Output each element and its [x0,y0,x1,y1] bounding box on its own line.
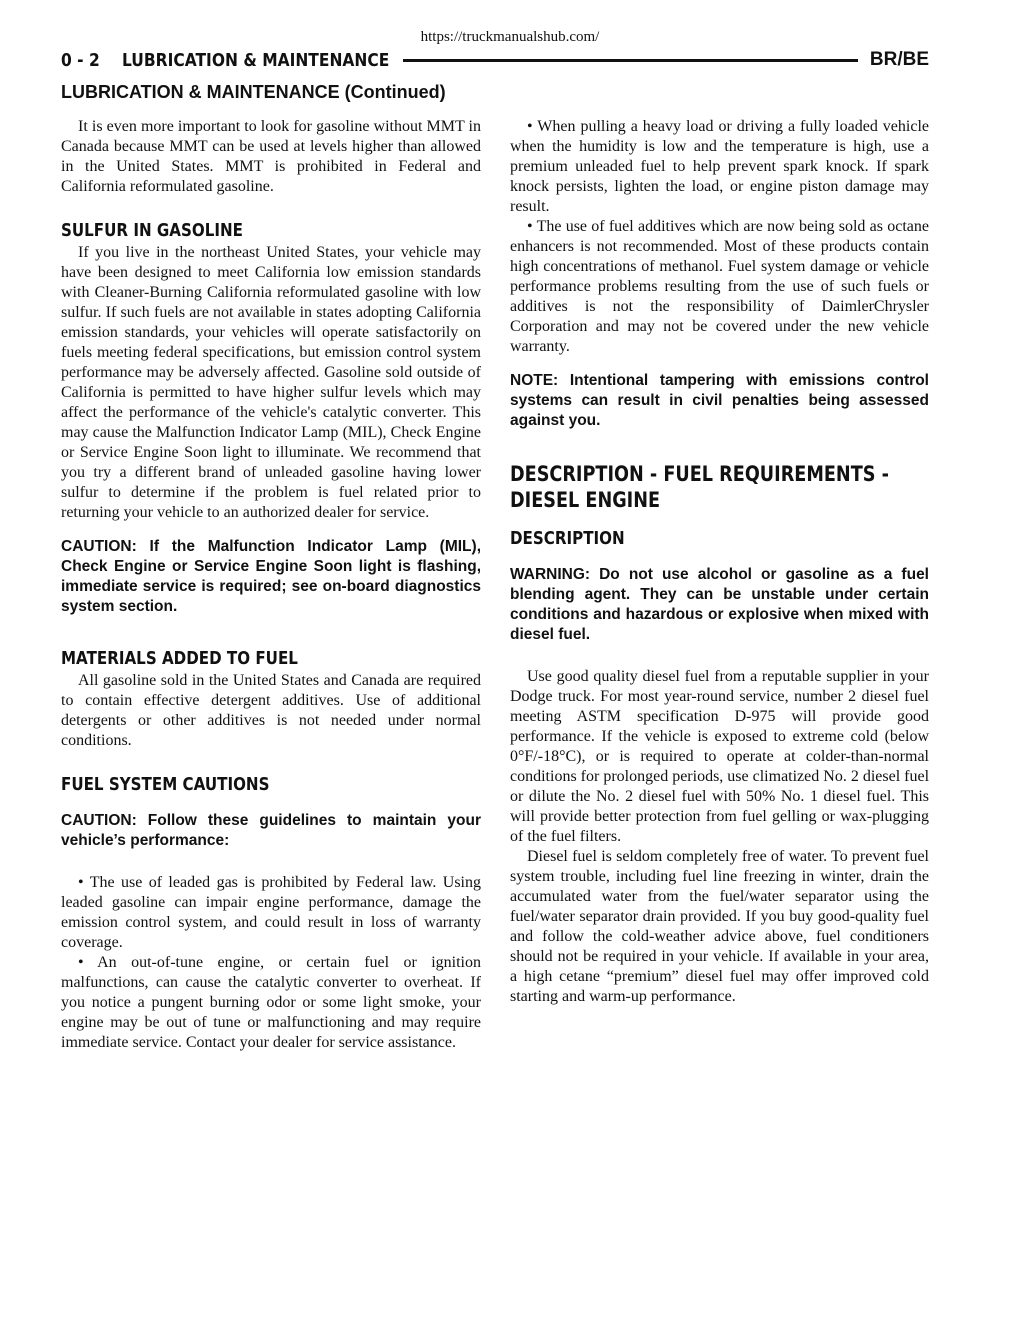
left-column [61,117,481,1053]
right-column [510,117,929,1007]
note-tampering: NOTE: Intentional tampering with emissions control systems can result in civil penalties being assessed against you. [510,372,929,429]
diesel-paragraph-1: Use good quality diesel fuel from a reputable supplier in your Dodge truck. For most year-round service, number 2 diesel fuel meeting ASTM specification D-975 will provide good performance. If the vehicle is exposed to extreme cold (below 0°F/-18°C), or is required to operate at colder-than-normal conditions for prolonged periods, use climatized No. 2 diesel fuel or dilute the No. 2 diesel fuel with 50% No. 1 diesel fuel. This will provide better protection from fuel gelling or wax-plugging of the fuel filters. [510,668,930,845]
bullet-out-of-tune: • An out-of-tune engine, or certain fuel or ignition malfunctions, can cause the catalytic converter to overheat. If you notice a pungent burning odor or some light smoke, your engine may be out of tune or malfunctioning and may require immediate service. Contact your dealer for service assistance. [61,954,481,1051]
source-url[interactable]: https://truckmanualshub.com/ [420,29,600,45]
cautions-heading: FUEL SYSTEM CAUTIONS [61,774,270,795]
caution-guidelines: CAUTION: Follow these guidelines to maintain your vehicle’s performance: [61,812,481,849]
sulfur-paragraph: If you live in the northeast United States, your vehicle may have been designed to meet California low emission standards with Cleaner-Burning California reformulated gasoline with low sulfur. If such fuels are not available in states adopting California emission standards, your vehicles will operate satisfactorily on fuels meeting federal specifications, but emission control system performance may be adversely affected. Gasoline sold outside of California is permitted to have higher sulfur levels which may affect the performance of the vehicle's catalytic converter. This may cause the Malfunction Indicator Lamp (MIL), Check Engine or Service Engine Soon light to illuminate. We recommend that you try a different brand of unleaded gasoline having lower sulfur to determine if the problem is fuel related prior to returning your vehicle to an authorized dealer for service. [61,244,481,521]
diesel-paragraph-2: Diesel fuel is seldom completely free of water. To prevent fuel system trouble, including fuel line freezing in winter, drain the accumulated water from the fuel/water separator using the fuel/water separator drain provided. If you buy good-quality fuel and follow the cold-weather advice above, fuel conditioners should not be required in your vehicle. If available in your area, a high cetane “premium” diesel fuel may offer improved cold starting and warm-up performance. [510,848,929,1005]
bullet-fuel-additives: • The use of fuel additives which are now being sold as octane enhancers is not recommended. Most of these products contain high concentrations of methanol. Fuel system damage or vehicle performance problems resulting from the use of such fuels or additives is not the responsibility of DaimlerChrysler Corporation and may not be covered under the new vehicle warranty. [510,218,929,355]
page-number: 0 - 2 [61,49,100,71]
warning-alcohol: WARNING: Do not use alcohol or gasoline as a fuel blending agent. They can be unstable under certain conditions and hazardous or explosive when mixed with diesel fuel. [510,566,929,643]
mmt-paragraph: It is even more important to look for gasoline without MMT in Canada because MMT can be used at levels higher than allowed in the United States. MMT is prohibited in Federal and California reformulated gasoline. [61,118,481,195]
bullet-heavy-load: • When pulling a heavy load or driving a fully loaded vehicle when the humidity is low and the temperature is high, use a premium unleaded fuel to help prevent spark knock. If spark knock persists, lighten the load, or engine piston damage may result. [510,118,929,215]
page-header [61,48,929,72]
caution-mil: CAUTION: If the Malfunction Indicator Lamp (MIL), Check Engine or Service Engine Soon light is flashing, immediate service is required; see on-board diagnostics system section. [61,538,481,615]
materials-heading: MATERIALS ADDED TO FUEL [61,648,298,669]
header-rule [403,59,858,62]
diesel-heading-line-1: DESCRIPTION - FUEL REQUIREMENTS - [510,462,889,486]
diesel-heading-line-2: DIESEL ENGINE [510,488,661,512]
materials-paragraph: All gasoline sold in the United States and Canada are required to contain effective detergent additives. Use of additional detergents or other additives is not needed under normal conditions. [61,672,481,749]
description-heading: DESCRIPTION [510,528,625,549]
sulfur-heading: SULFUR IN GASOLINE [61,220,243,241]
model-code: BR/BE [869,49,929,70]
section-title: LUBRICATION & MAINTENANCE [122,49,390,71]
continued-heading: LUBRICATION & MAINTENANCE (Continued) [61,82,446,102]
bullet-leaded-gas: • The use of leaded gas is prohibited by Federal law. Using leaded gasoline can impair engine performance, damage the emission control system, and could result in loss of warranty coverage. [61,874,481,951]
